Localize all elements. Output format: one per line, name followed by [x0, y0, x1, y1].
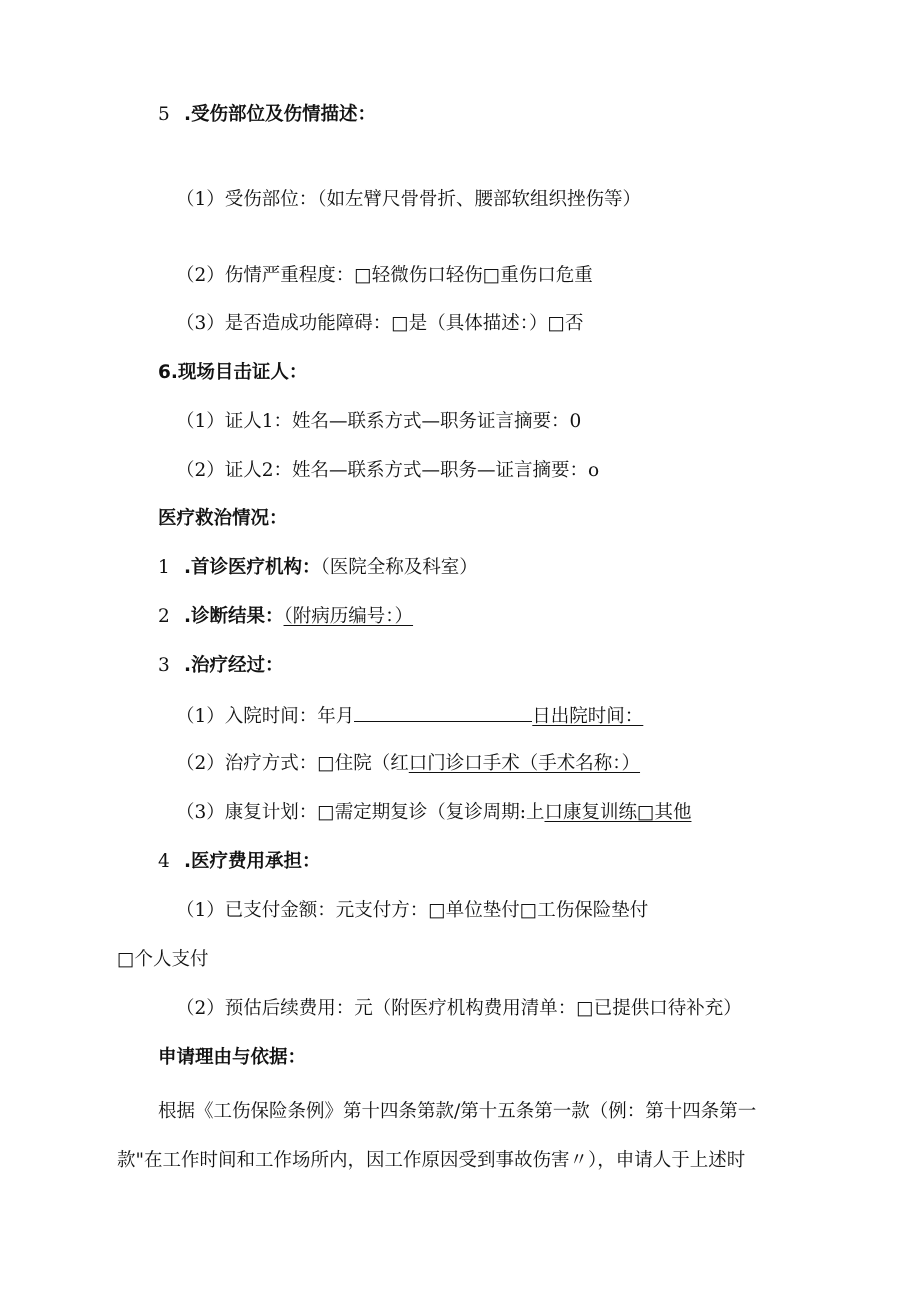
section-5-heading [158, 103, 376, 127]
admission-time-line [176, 703, 643, 729]
paid-amount-line: （1）已支付金额：元支付方：□单位垫付□工伤保险垫付 [176, 900, 649, 921]
medical-item-3 [158, 654, 284, 678]
medical-item-1-title: .首诊医疗机构： [184, 557, 321, 578]
medical-item-3-number: 3 [158, 655, 170, 676]
function-impairment-line: （3）是否造成功能障碍：□是（具体描述：）□否 [176, 313, 584, 334]
medical-item-4-number: 4 [158, 851, 170, 872]
rehab-plan-line [176, 801, 691, 825]
injury-severity-line: （2）伤情严重程度：□轻微伤口轻伤□重伤口危重 [176, 265, 593, 286]
application-reason-heading: 申请理由与依据： [158, 1047, 307, 1068]
medical-item-1-note: （医院全称及科室） [320, 557, 478, 578]
medical-item-4-title: .医疗费用承担： [184, 851, 321, 872]
medical-treatment-heading: 医疗救治情况： [158, 508, 288, 529]
treatment-method-options: 口门诊口手术（手术名称：） [408, 753, 641, 774]
paid-amount-continuation: □个人支付 [117, 949, 209, 970]
witness-2-line: （2）证人2：姓名—联系方式—职务—证言摘要：o [176, 460, 600, 481]
medical-item-2-title: .诊断结果： [184, 606, 284, 627]
discharge-time-label: 日出院时间： [532, 706, 644, 727]
witness-1-line: （1）证人1：姓名—联系方式—职务证言摘要：0 [176, 411, 582, 432]
rehab-plan-options: 口康复训练□其他 [544, 802, 692, 823]
treatment-method-prefix: （2）治疗方式：□住院（红 [176, 753, 409, 774]
admission-date-blank [354, 703, 532, 722]
medical-item-2-note: （附病历编号：） [283, 606, 414, 627]
medical-item-2-number: 2 [158, 606, 170, 627]
treatment-method-line [176, 752, 640, 776]
rehab-plan-prefix: （3）康复计划：□需定期复诊（复诊周期:上 [176, 802, 545, 823]
reason-paragraph-line-2: 款"在工作时间和工作场所内，因工作原因受到事故伤害〃），申请人于上述时 [117, 1150, 746, 1171]
medical-item-2 [158, 605, 413, 629]
section-5-title: .受伤部位及伤情描述： [184, 104, 377, 125]
medical-item-3-title: .治疗经过： [184, 655, 284, 676]
section-5-number: 5 [158, 104, 170, 125]
medical-item-4 [158, 850, 321, 874]
medical-item-1 [158, 556, 478, 580]
medical-item-1-number: 1 [158, 557, 170, 578]
admission-time-prefix: （1）入院时间：年月 [176, 706, 355, 727]
estimated-cost-line: （2）预估后续费用：元（附医疗机构费用清单：□已提供口待补充） [176, 998, 742, 1019]
section-6-heading: 6.现场目击证人： [158, 362, 308, 383]
reason-paragraph-line-1: 根据《工伤保险条例》第十四条第款/第十五条第一款（例：第十四条第一 [158, 1101, 757, 1122]
injury-site-line: （1）受伤部位：（如左臂尺骨骨折、腰部软组织挫伤等） [176, 189, 642, 210]
